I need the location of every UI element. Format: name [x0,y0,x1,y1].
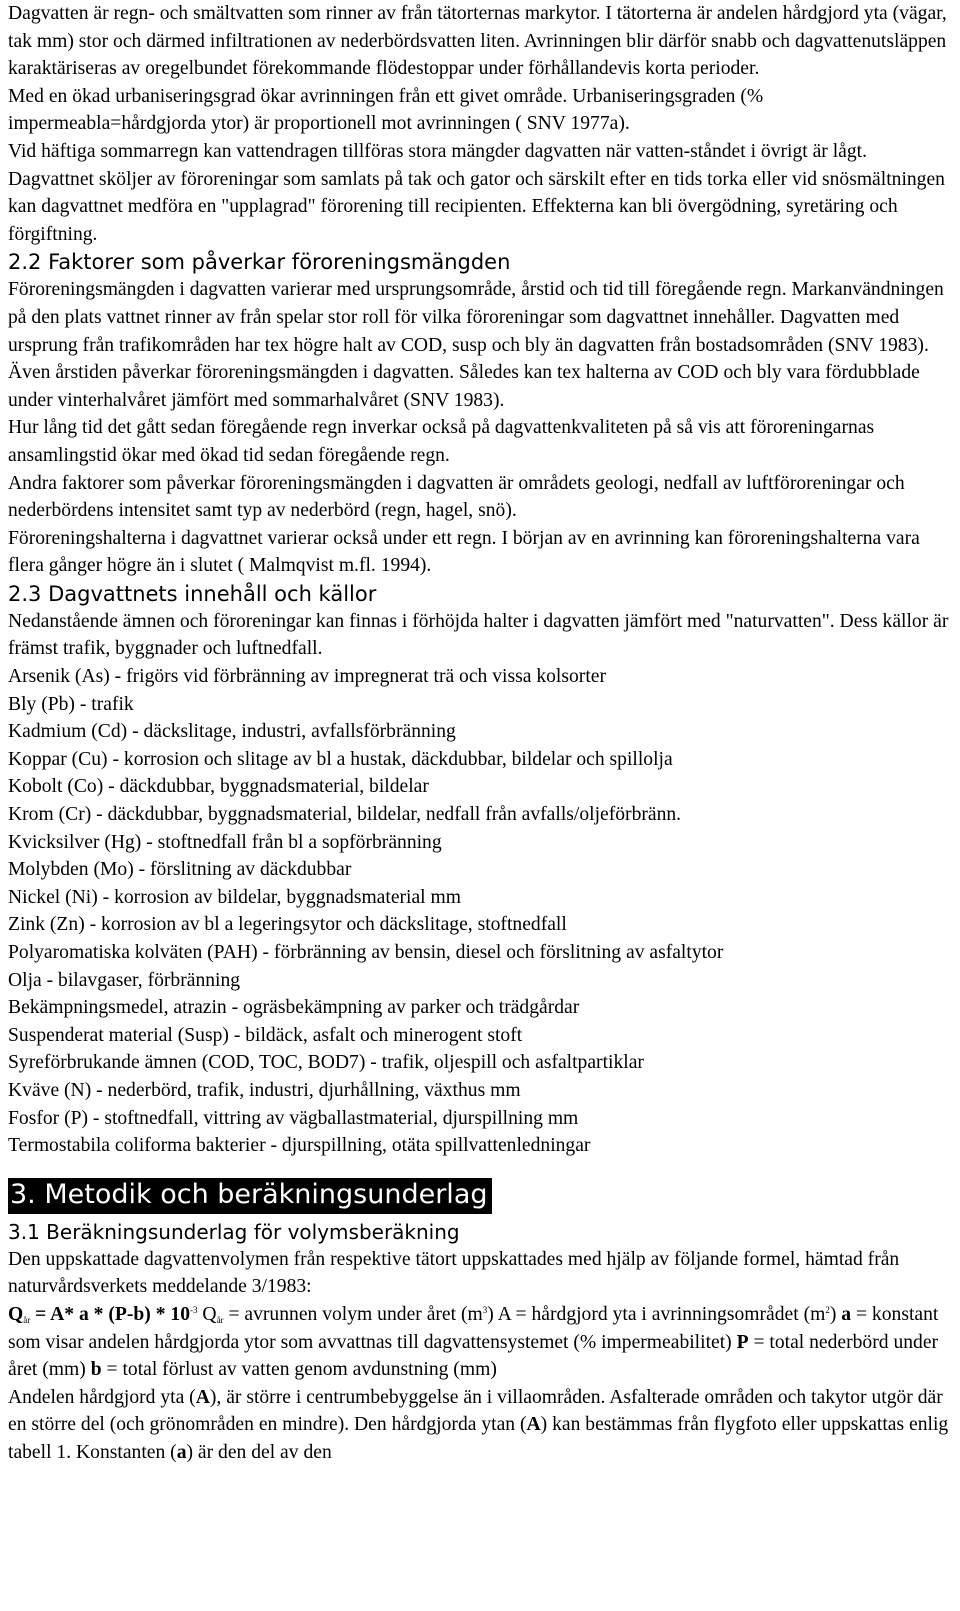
def-p-var: P [736,1331,749,1353]
section-3-heading: 3. Metodik och beräkningsunderlag [8,1178,492,1214]
section-2-3-heading: 2.3 Dagvattnets innehåll och källor [8,581,377,606]
def-aa-text: = konstant som visar andelen hårdgjorda ytor som avvattnas till dagvattensystemet (% impermeabilitet) [8,1303,939,1353]
def-b-text: = total förlust av vatten genom avdunstning (mm) [101,1359,497,1381]
section-3-1-intro: Den uppskattade dagvattenvolymen från respektive tätort uppskattades med hjälp av följande formel, hämtad från naturvårdsverkets meddelande 3/1983: [8,1248,900,1298]
section-2-2-paragraph-4: Andra faktorer som påverkar föroreningsmängden i dagvatten är områdets geologi, nedfall av luftföroreningar och nederbördens intensitet samt typ av nederbörd (regn, hagel, snö). [8,472,905,522]
formula-q-subscript: år [23,1314,31,1325]
def-a-var: A [497,1303,511,1325]
formula-q: Q [8,1303,24,1325]
def-q: Q [202,1303,217,1325]
def-p-text: = total nederbörd under året (mm) [8,1331,939,1381]
list-item: Molybden (Mo) - förslitning av däckdubbar [8,859,352,881]
def-q-subscript: år [216,1314,224,1325]
section-2-2-paragraph-2: Även årstiden påverkar föroreningsmängden i dagvatten. Således kan tex halterna av COD och bly vara fördubblade under vinterhalvåret jämfört med sommarhalvåret (SNV 1983). [8,362,920,411]
section-2-2-paragraph-1: Föroreningsmängden i dagvatten varierar med ursprungsområde, årstid och tid till föregående regn. Markanvändningen på den plats vattnet rinner av från spelar stor roll för vilka föroreningar som dagvattnet innehåller. Dagvatten med ursprung från trafikområden har tex högre halt av COD, susp och bly än dagvatten från bostadsområden (SNV 1983). [8,279,944,356]
list-item: Bekämpningsmedel, atrazin - ogräsbekämpning av parker och trädgårdar [8,997,580,1019]
list-item: Kadmium (Cd) - däckslitage, industri, avfallsförbränning [8,721,456,743]
section-2-2-paragraph-3: Hur lång tid det gått sedan föregående regn inverkar också på dagvattenkvaliteten på så vis att föroreningarnas ansamlingstid ökar med ökad tid sedan föregående regn. [8,417,875,466]
list-item: Polyaromatiska kolväten (PAH) - förbränning av bensin, diesel och förslitning av asfaltytor [8,942,724,963]
list-item: Fosfor (P) - stoftnedfall, vittring av vägballastmaterial, djurspillning mm [8,1107,579,1129]
list-item: Koppar (Cu) - korrosion och slitage av bl a hustak, däckdubbar, bildelar och spillolja [8,748,673,770]
def-q-sup: 3 [482,1304,488,1315]
formula-exponent: -3 [190,1304,198,1315]
closing-var-3: a [176,1441,187,1463]
intro-paragraph-1: Dagvatten är regn- och smältvatten som rinner av från tätorternas markytor. I tätorterna är andelen hårdgjord yta (vägar, tak mm) stor och därmed infiltrationen av nederbördsvatten liten. Avrinningen blir därför snabb och dagvattenutsläppen karaktäriseras av oregelbundet förekommande flödestoppar under förhållandevis korta perioder. [8,3,947,80]
def-q-text: = avrunnen volym under året (m [223,1303,483,1325]
closing-text-3: ) kan bestämmas från flygfoto eller uppskattas enlig tabell 1. Konstanten ( [8,1414,949,1463]
formula-expression: = A* a * (P-b) * 10 [30,1303,190,1325]
formula-block [8,1301,952,1384]
closing-text-1: Andelen hårdgjord yta ( [8,1386,196,1408]
def-b-var: b [90,1359,102,1381]
section-2-2-paragraph-5: Föroreningshalterna i dagvattnet varierar också under ett regn. I början av en avrinning kan föroreningshalterna vara flera gånger högre än i slutet ( Malmqvist m.fl. 1994). [8,527,920,577]
closing-var-1: A [195,1386,210,1408]
list-item: Syreförbrukande ämnen (COD, TOC, BOD7) - trafik, oljespill och asfaltpartiklar [8,1052,644,1074]
def-a-text: = hårdgjord yta i avrinningsområdet (m [510,1303,826,1325]
list-item: Kväve (N) - nederbörd, trafik, industri, djurhållning, växthus mm [8,1079,521,1101]
list-item: Arsenik (As) - frigörs vid förbränning av impregnerat trä och vissa kolsorter [8,666,606,688]
def-aa-var: a [841,1303,852,1325]
def-a-sup: 2 [825,1304,830,1315]
list-item: Krom (Cr) - däckdubbar, byggnadsmaterial, bildelar, nedfall från avfalls/oljeförbränn. [8,804,682,826]
closing-text-2: ), är större i centrumbebyggelse än i villaområden. Asfalterade områden och takytor utgör där en större del (och grönområden en mindre). Den hårdgjorda ytan ( [8,1386,943,1436]
list-item: Kvicksilver (Hg) - stoftnedfall från bl a sopförbränning [8,831,442,853]
section-3-heading-wrap [8,1178,952,1218]
section-2-2-heading: 2.2 Faktorer som påverkar föroreningsmängden [8,250,511,275]
section-2-3-intro: Nedanstående ämnen och föroreningar kan finnas i förhöjda halter i dagvatten jämfört med "naturvatten". Dess källor är främst trafik, byggnader och luftnedfall. [8,610,949,660]
list-item: Bly (Pb) - trafik [8,693,134,715]
def-q-end: ) [487,1303,498,1325]
closing-text-4: ) är den del av den [186,1441,332,1463]
intro-paragraph-3: Vid häftiga sommarregn kan vattendragen tillföras stora mängder dagvatten när vatten-ståndet i övrigt är lågt. Dagvattnet sköljer av föroreningar som samlats på tak och gator och särskilt efter en tids torka eller vid snösmältningen kan dagvattnet medföra en "upplagrad" förorening till recipienten. Effekterna kan bli övergödning, syretäring och förgiftning. [8,140,945,245]
closing-var-2: A [526,1414,541,1436]
list-item: Suspenderat material (Susp) - bildäck, asfalt och minerogent stoft [8,1024,523,1046]
section-3-1-closing [8,1384,952,1467]
list-item: Zink (Zn) - korrosion av bl a legeringsytor och däckslitage, stoftnedfall [8,914,567,936]
section-3-1-heading: 3.1 Beräkningsunderlag för volymsberäkning [8,1219,460,1244]
intro-paragraph-2: Med en ökad urbaniseringsgrad ökar avrinningen från ett givet område. Urbaniseringsgraden (% impermeabla=hårdgjorda ytor) är proportionell mot avrinningen ( SNV 1977a). [8,85,764,135]
list-item: Nickel (Ni) - korrosion av bildelar, byggnadsmaterial mm [8,886,462,908]
def-a-end: ) [829,1303,842,1325]
list-item: Termostabila coliforma bakterier - djurspillning, otäta spillvattenledningar [8,1135,591,1157]
list-item: Kobolt (Co) - däckdubbar, byggnadsmaterial, bildelar [8,776,429,798]
document-page [8,0,952,1467]
list-item: Olja - bilavgaser, förbränning [8,969,241,991]
pollutant-list [8,663,952,1160]
